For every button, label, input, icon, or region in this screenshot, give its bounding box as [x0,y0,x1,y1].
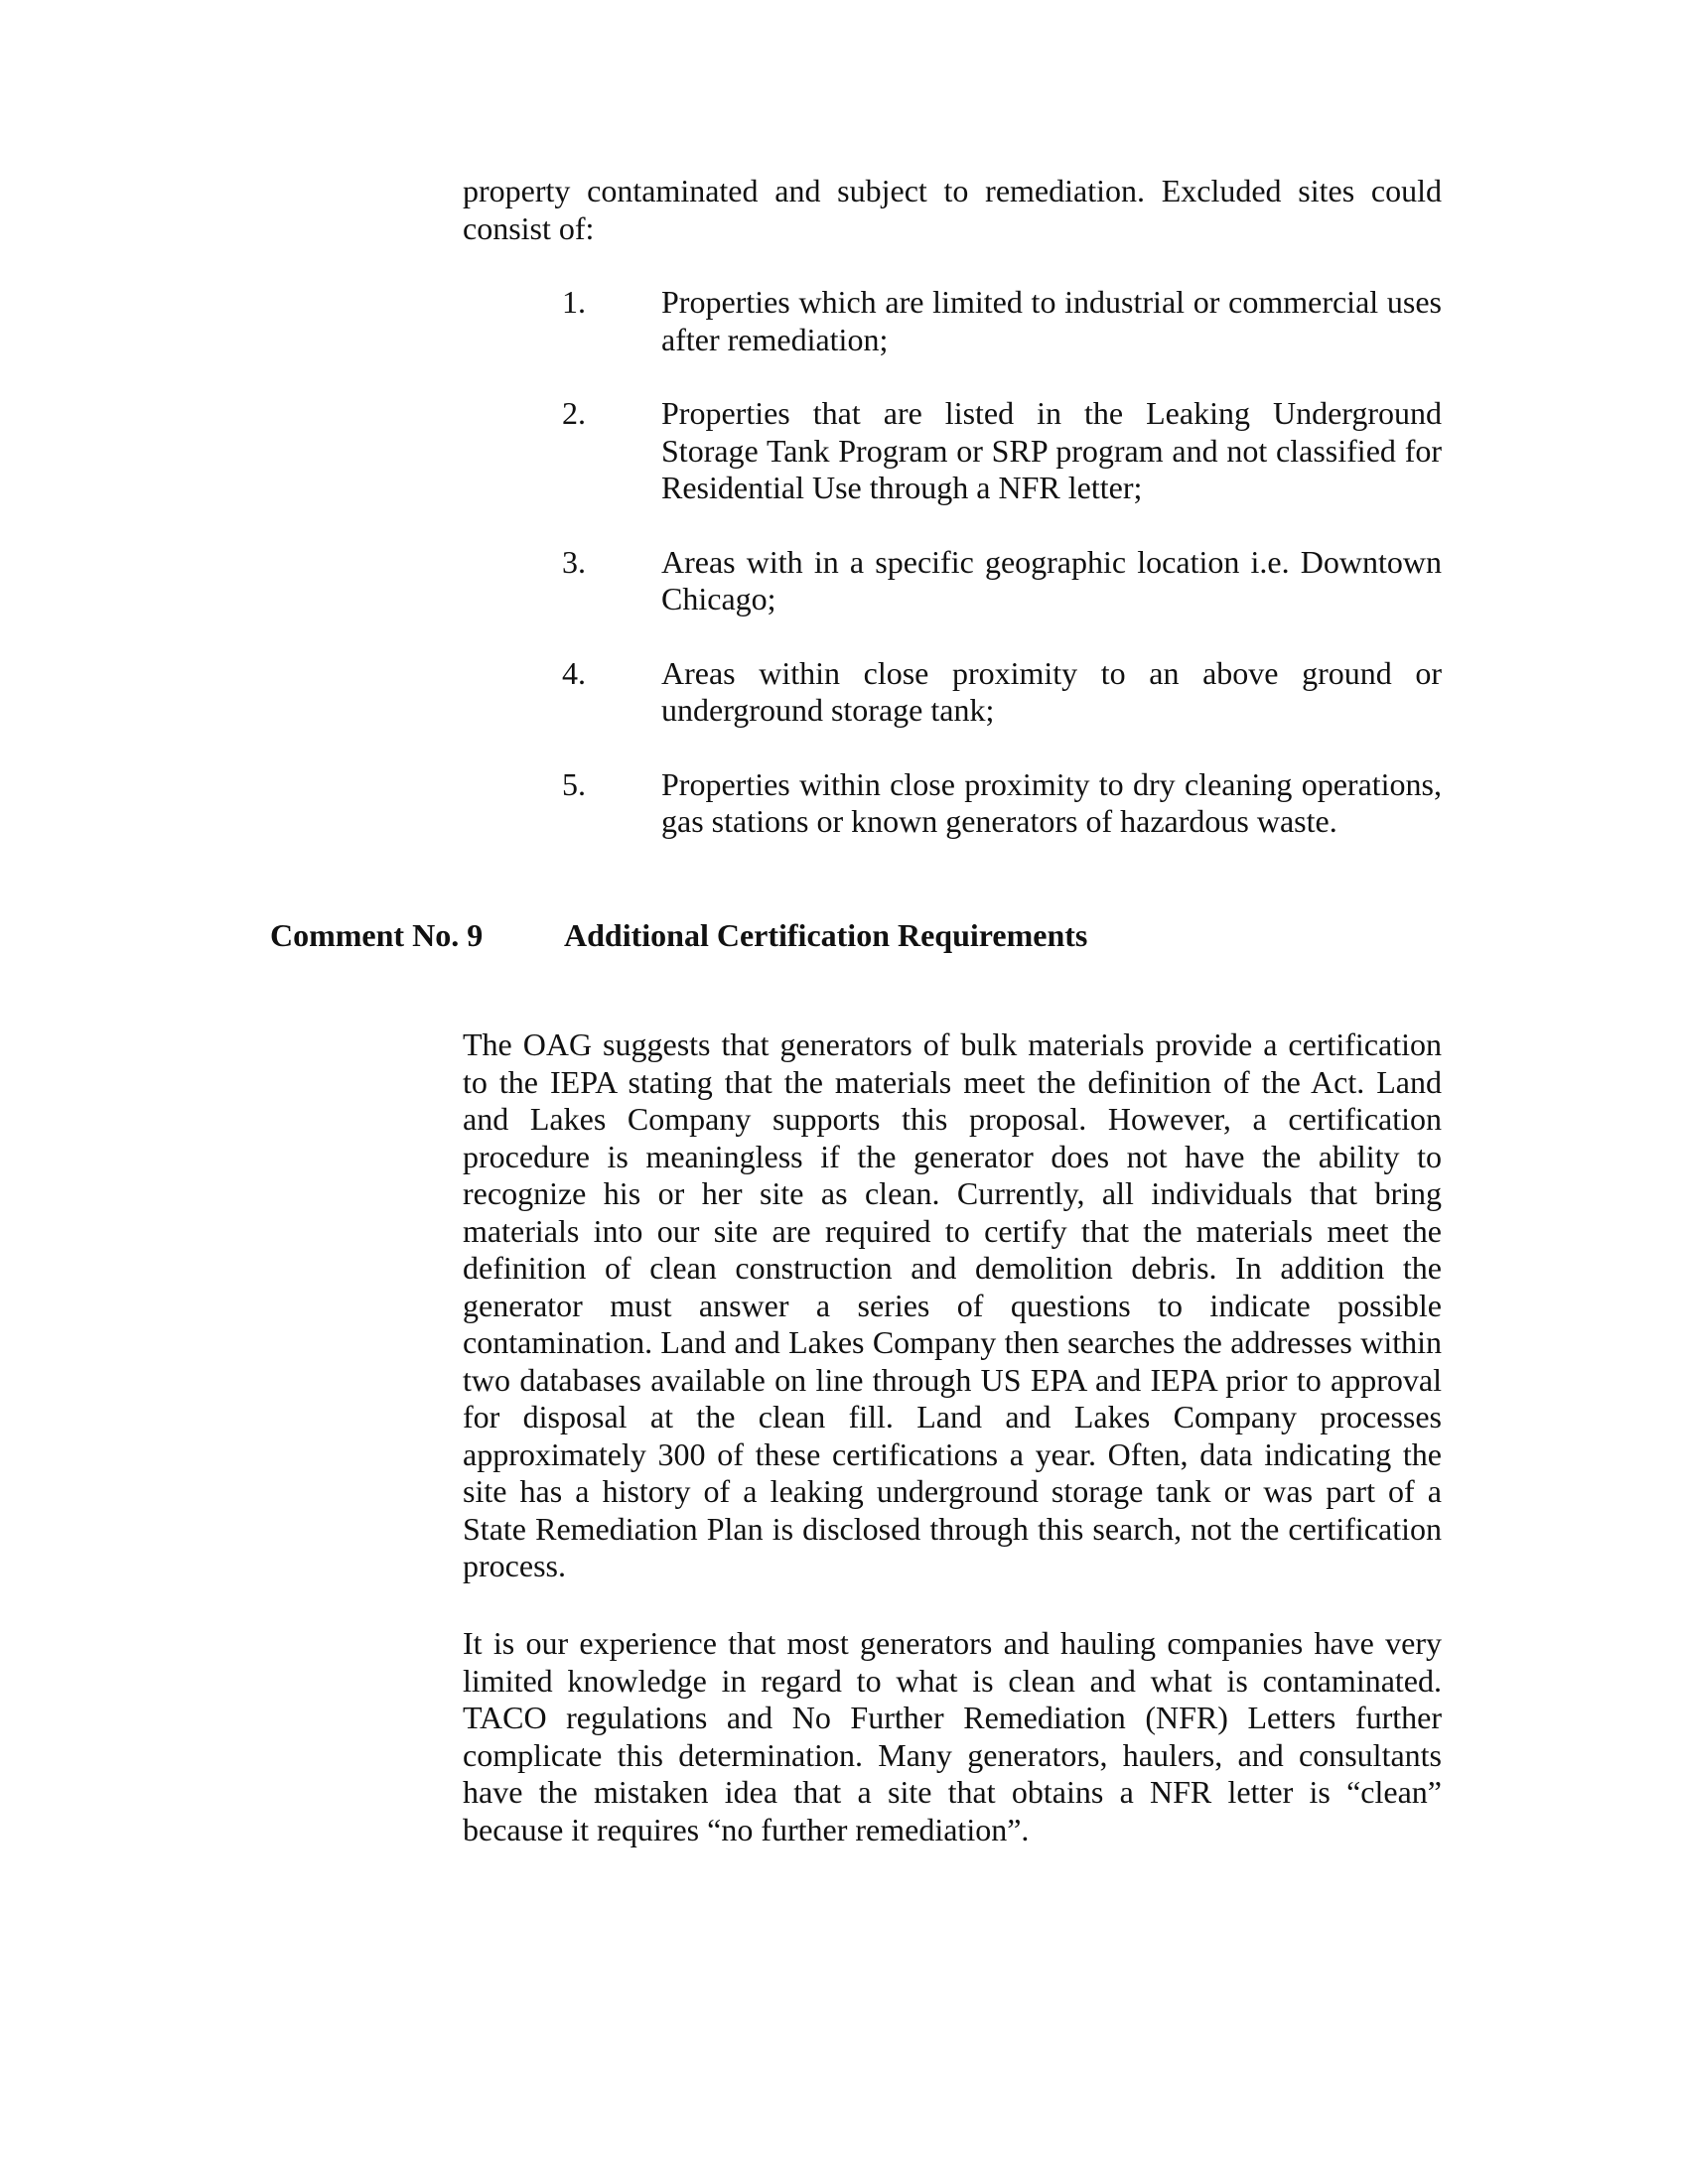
list-item-number: 2. [562,395,586,431]
list-item [463,284,1442,358]
list-item [463,395,1442,507]
comment-label: Comment No. 9 [270,917,484,953]
list-item-number: 3. [562,543,586,580]
list-item-text: Properties that are listed in the Leaking Underground Storage Tank Program or SRP program and not classified for Residential Use through a NFR letter; [661,395,1442,505]
list-item-number: 4. [562,654,586,691]
list-item-text: Areas within close proximity to an above ground or underground storage tank; [661,654,1442,728]
comment-title: Additional Certification Requirements [564,917,1088,953]
list-item [463,766,1442,841]
list-item-text: Properties which are limited to industrial or commercial uses after remediation; [661,284,1442,357]
list-item [463,655,1442,730]
list-item [463,544,1442,618]
list-item-text: Areas with in a specific geographic location i.e. Downtown Chicago; [661,543,1442,616]
body-paragraph-experience: It is our experience that most generators and hauling companies have very limited knowledge in regard to what is clean and what is contaminated. TACO regulations and No Further Remediation (NFR) Letters further complicate this determination. Many generators, haulers, and consultants have the mistaken idea that a site that obtains a NFR letter is “clean” because it requires “no further remediation”. [463,1625,1442,1847]
intro-paragraph: property contaminated and subject to remediation. Excluded sites could consist of: [463,173,1442,246]
list-item-text: Properties within close proximity to dry cleaning operations, gas stations or known generators of hazardous waste. [661,765,1442,839]
list-item-number: 5. [562,765,586,802]
list-item-number: 1. [562,284,586,320]
body-paragraph-certification: The OAG suggests that generators of bulk materials provide a certification to the IEPA stating that the materials meet the definition of the Act. Land and Lakes Company supports this proposal. However, a certification procedure is meaningless if the generator does not have the ability to recognize his or her site as clean. Currently, all individuals that bring materials into our site are required to certify that the materials meet the definition of clean construction and demolition debris. In addition the generator must answer a series of questions to indicate possible contamination. Land and Lakes Company then searches the addresses within two databases available on line through US EPA and IEPA prior to approval for disposal at the clean fill. Land and Lakes Company processes approximately 300 of these certifications a year. Often, data indicating the site has a history of a leaking underground storage tank or was part of a State Remediation Plan is disclosed through this search, not the certification process. [463,1026,1442,1583]
excluded-sites-list [463,284,1442,878]
